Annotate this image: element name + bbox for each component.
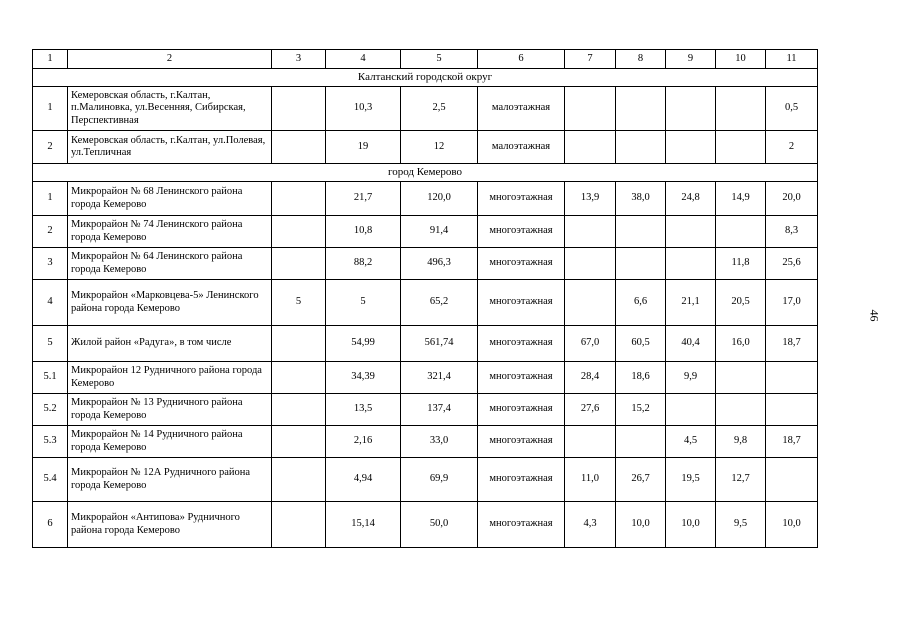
table-cell: 24,8	[666, 182, 716, 216]
table-cell: 10,0	[766, 502, 818, 548]
table-cell: 25,6	[766, 248, 818, 280]
table-cell: многоэтажная	[478, 182, 565, 216]
table-cell: 11,8	[716, 248, 766, 280]
table-cell	[565, 280, 616, 326]
table-cell	[272, 426, 326, 458]
table-row	[33, 326, 818, 362]
table-cell: 14,9	[716, 182, 766, 216]
object-name-cell: Жилой район «Радуга», в том числе	[68, 326, 272, 362]
table-cell: 20,0	[766, 182, 818, 216]
table-cell: 33,0	[401, 426, 478, 458]
table-cell	[616, 426, 666, 458]
table-cell: 54,99	[326, 326, 401, 362]
table-row	[33, 394, 818, 426]
table-row	[33, 426, 818, 458]
table-cell: многоэтажная	[478, 502, 565, 548]
object-name-cell: Микрорайон № 14 Рудничного района города Кемерово	[68, 426, 272, 458]
table-cell: 137,4	[401, 394, 478, 426]
table-cell: 19,5	[666, 458, 716, 502]
object-name-cell: Кемеровская область, г.Калтан, ул.Полевая, ул.Тепличная	[68, 131, 272, 164]
table-row	[33, 248, 818, 280]
table-cell: 28,4	[565, 362, 616, 394]
table-cell: многоэтажная	[478, 280, 565, 326]
table-cell	[766, 362, 818, 394]
table-cell: 2	[33, 131, 68, 164]
table-cell	[666, 248, 716, 280]
table-cell	[616, 131, 666, 164]
object-name-cell: Микрорайон «Антипова» Рудничного района города Кемерово	[68, 502, 272, 548]
table-cell: 2	[766, 131, 818, 164]
table-cell: 8,3	[766, 216, 818, 248]
table-cell	[272, 182, 326, 216]
header-cell: 8	[616, 50, 666, 69]
table-cell: 11,0	[565, 458, 616, 502]
table-cell: 3	[33, 248, 68, 280]
table-cell	[716, 394, 766, 426]
table-cell	[666, 131, 716, 164]
table-cell: 5.4	[33, 458, 68, 502]
section-title: город Кемерово	[33, 164, 818, 182]
table-cell: 15,2	[616, 394, 666, 426]
table-cell: 18,6	[616, 362, 666, 394]
table-cell: 15,14	[326, 502, 401, 548]
table-cell: 9,9	[666, 362, 716, 394]
header-cell: 11	[766, 50, 818, 69]
table-cell	[565, 87, 616, 131]
page-number: 46	[867, 309, 882, 322]
table-cell: 19	[326, 131, 401, 164]
object-name-cell: Микрорайон № 74 Ленинского района города Кемерово	[68, 216, 272, 248]
table-cell: 0,5	[766, 87, 818, 131]
object-name-cell: Микрорайон 12 Рудничного района города Кемерово	[68, 362, 272, 394]
table-cell	[565, 426, 616, 458]
table-cell: 9,8	[716, 426, 766, 458]
table-cell: многоэтажная	[478, 248, 565, 280]
table-cell: 1	[33, 182, 68, 216]
table-cell	[616, 87, 666, 131]
table-cell: малоэтажная	[478, 87, 565, 131]
table-row	[33, 362, 818, 394]
table-cell: 4,3	[565, 502, 616, 548]
table-cell: 2	[33, 216, 68, 248]
table-cell: 5.2	[33, 394, 68, 426]
table-cell: 4,94	[326, 458, 401, 502]
table-cell	[272, 394, 326, 426]
table-cell	[272, 216, 326, 248]
header-row	[33, 50, 818, 69]
table-cell	[716, 216, 766, 248]
table-cell: многоэтажная	[478, 326, 565, 362]
header-cell: 5	[401, 50, 478, 69]
table-cell: 27,6	[565, 394, 616, 426]
table-row	[33, 182, 818, 216]
header-cell: 4	[326, 50, 401, 69]
table-cell	[272, 248, 326, 280]
table-cell	[616, 216, 666, 248]
table-cell: 60,5	[616, 326, 666, 362]
header-cell: 6	[478, 50, 565, 69]
header-cell: 9	[666, 50, 716, 69]
header-cell: 2	[68, 50, 272, 69]
object-name-cell: Микрорайон № 12А Рудничного района города Кемерово	[68, 458, 272, 502]
table-cell: 321,4	[401, 362, 478, 394]
table-cell: многоэтажная	[478, 458, 565, 502]
section-title: Калтанский городской округ	[33, 69, 818, 87]
data-table	[32, 49, 818, 548]
table-cell: 10,3	[326, 87, 401, 131]
table-cell: 10,0	[616, 502, 666, 548]
table-row	[33, 216, 818, 248]
table-cell: 38,0	[616, 182, 666, 216]
table-cell: 12	[401, 131, 478, 164]
table-row	[33, 280, 818, 326]
table-cell: 2,5	[401, 87, 478, 131]
table-cell	[272, 502, 326, 548]
table-cell: 2,16	[326, 426, 401, 458]
table-cell: 40,4	[666, 326, 716, 362]
table-cell	[666, 394, 716, 426]
object-name-cell: Микрорайон № 68 Ленинского района города Кемерово	[68, 182, 272, 216]
section-row	[33, 69, 818, 87]
table-cell: 67,0	[565, 326, 616, 362]
table-cell: 6	[33, 502, 68, 548]
table-cell: 16,0	[716, 326, 766, 362]
table-cell: 91,4	[401, 216, 478, 248]
table-cell: 4,5	[666, 426, 716, 458]
table-row	[33, 502, 818, 548]
object-name-cell: Микрорайон № 13 Рудничного района города Кемерово	[68, 394, 272, 426]
object-name-cell: Кемеровская область, г.Калтан, п.Малиновка, ул.Весенняя, Сибирская, Перспективная	[68, 87, 272, 131]
table-cell: 10,8	[326, 216, 401, 248]
table-cell: 17,0	[766, 280, 818, 326]
table-cell: 65,2	[401, 280, 478, 326]
object-name-cell: Микрорайон № 64 Ленинского района города Кемерово	[68, 248, 272, 280]
header-cell: 7	[565, 50, 616, 69]
table-cell: 120,0	[401, 182, 478, 216]
table-cell	[666, 216, 716, 248]
table-cell: 5	[272, 280, 326, 326]
table-cell: 13,5	[326, 394, 401, 426]
table-cell	[716, 87, 766, 131]
table-row	[33, 131, 818, 164]
table-cell: 26,7	[616, 458, 666, 502]
table-cell	[766, 458, 818, 502]
table-cell: 5.3	[33, 426, 68, 458]
header-cell: 1	[33, 50, 68, 69]
table-cell: 5	[33, 326, 68, 362]
table-cell: 18,7	[766, 326, 818, 362]
table-cell	[716, 131, 766, 164]
table-cell: 12,7	[716, 458, 766, 502]
table-cell: 561,74	[401, 326, 478, 362]
table-cell	[565, 216, 616, 248]
table-cell	[272, 87, 326, 131]
table-cell: 50,0	[401, 502, 478, 548]
table-cell: многоэтажная	[478, 426, 565, 458]
table-cell: 5	[326, 280, 401, 326]
section-row	[33, 164, 818, 182]
table-cell	[565, 131, 616, 164]
table-cell: 4	[33, 280, 68, 326]
table-cell: 34,39	[326, 362, 401, 394]
table-cell: 5.1	[33, 362, 68, 394]
table-cell: 496,3	[401, 248, 478, 280]
table-cell: 21,1	[666, 280, 716, 326]
table-cell	[666, 87, 716, 131]
table-cell	[272, 362, 326, 394]
header-cell: 3	[272, 50, 326, 69]
table-cell: многоэтажная	[478, 394, 565, 426]
table-cell: 1	[33, 87, 68, 131]
table-cell: 69,9	[401, 458, 478, 502]
table-cell: 9,5	[716, 502, 766, 548]
table-cell: 20,5	[716, 280, 766, 326]
table-cell: 21,7	[326, 182, 401, 216]
header-cell: 10	[716, 50, 766, 69]
table-cell: 88,2	[326, 248, 401, 280]
table-cell: малоэтажная	[478, 131, 565, 164]
table-cell	[272, 131, 326, 164]
table-cell	[565, 248, 616, 280]
table-cell: 6,6	[616, 280, 666, 326]
table-cell	[272, 326, 326, 362]
table-row	[33, 458, 818, 502]
table-cell	[716, 362, 766, 394]
table-cell	[272, 458, 326, 502]
table-cell	[766, 394, 818, 426]
table-cell: 13,9	[565, 182, 616, 216]
table-cell: 10,0	[666, 502, 716, 548]
table-cell	[616, 248, 666, 280]
table-cell: многоэтажная	[478, 216, 565, 248]
table-row	[33, 87, 818, 131]
table-cell: многоэтажная	[478, 362, 565, 394]
object-name-cell: Микрорайон «Марковцева-5» Ленинского района города Кемерово	[68, 280, 272, 326]
table-cell: 18,7	[766, 426, 818, 458]
